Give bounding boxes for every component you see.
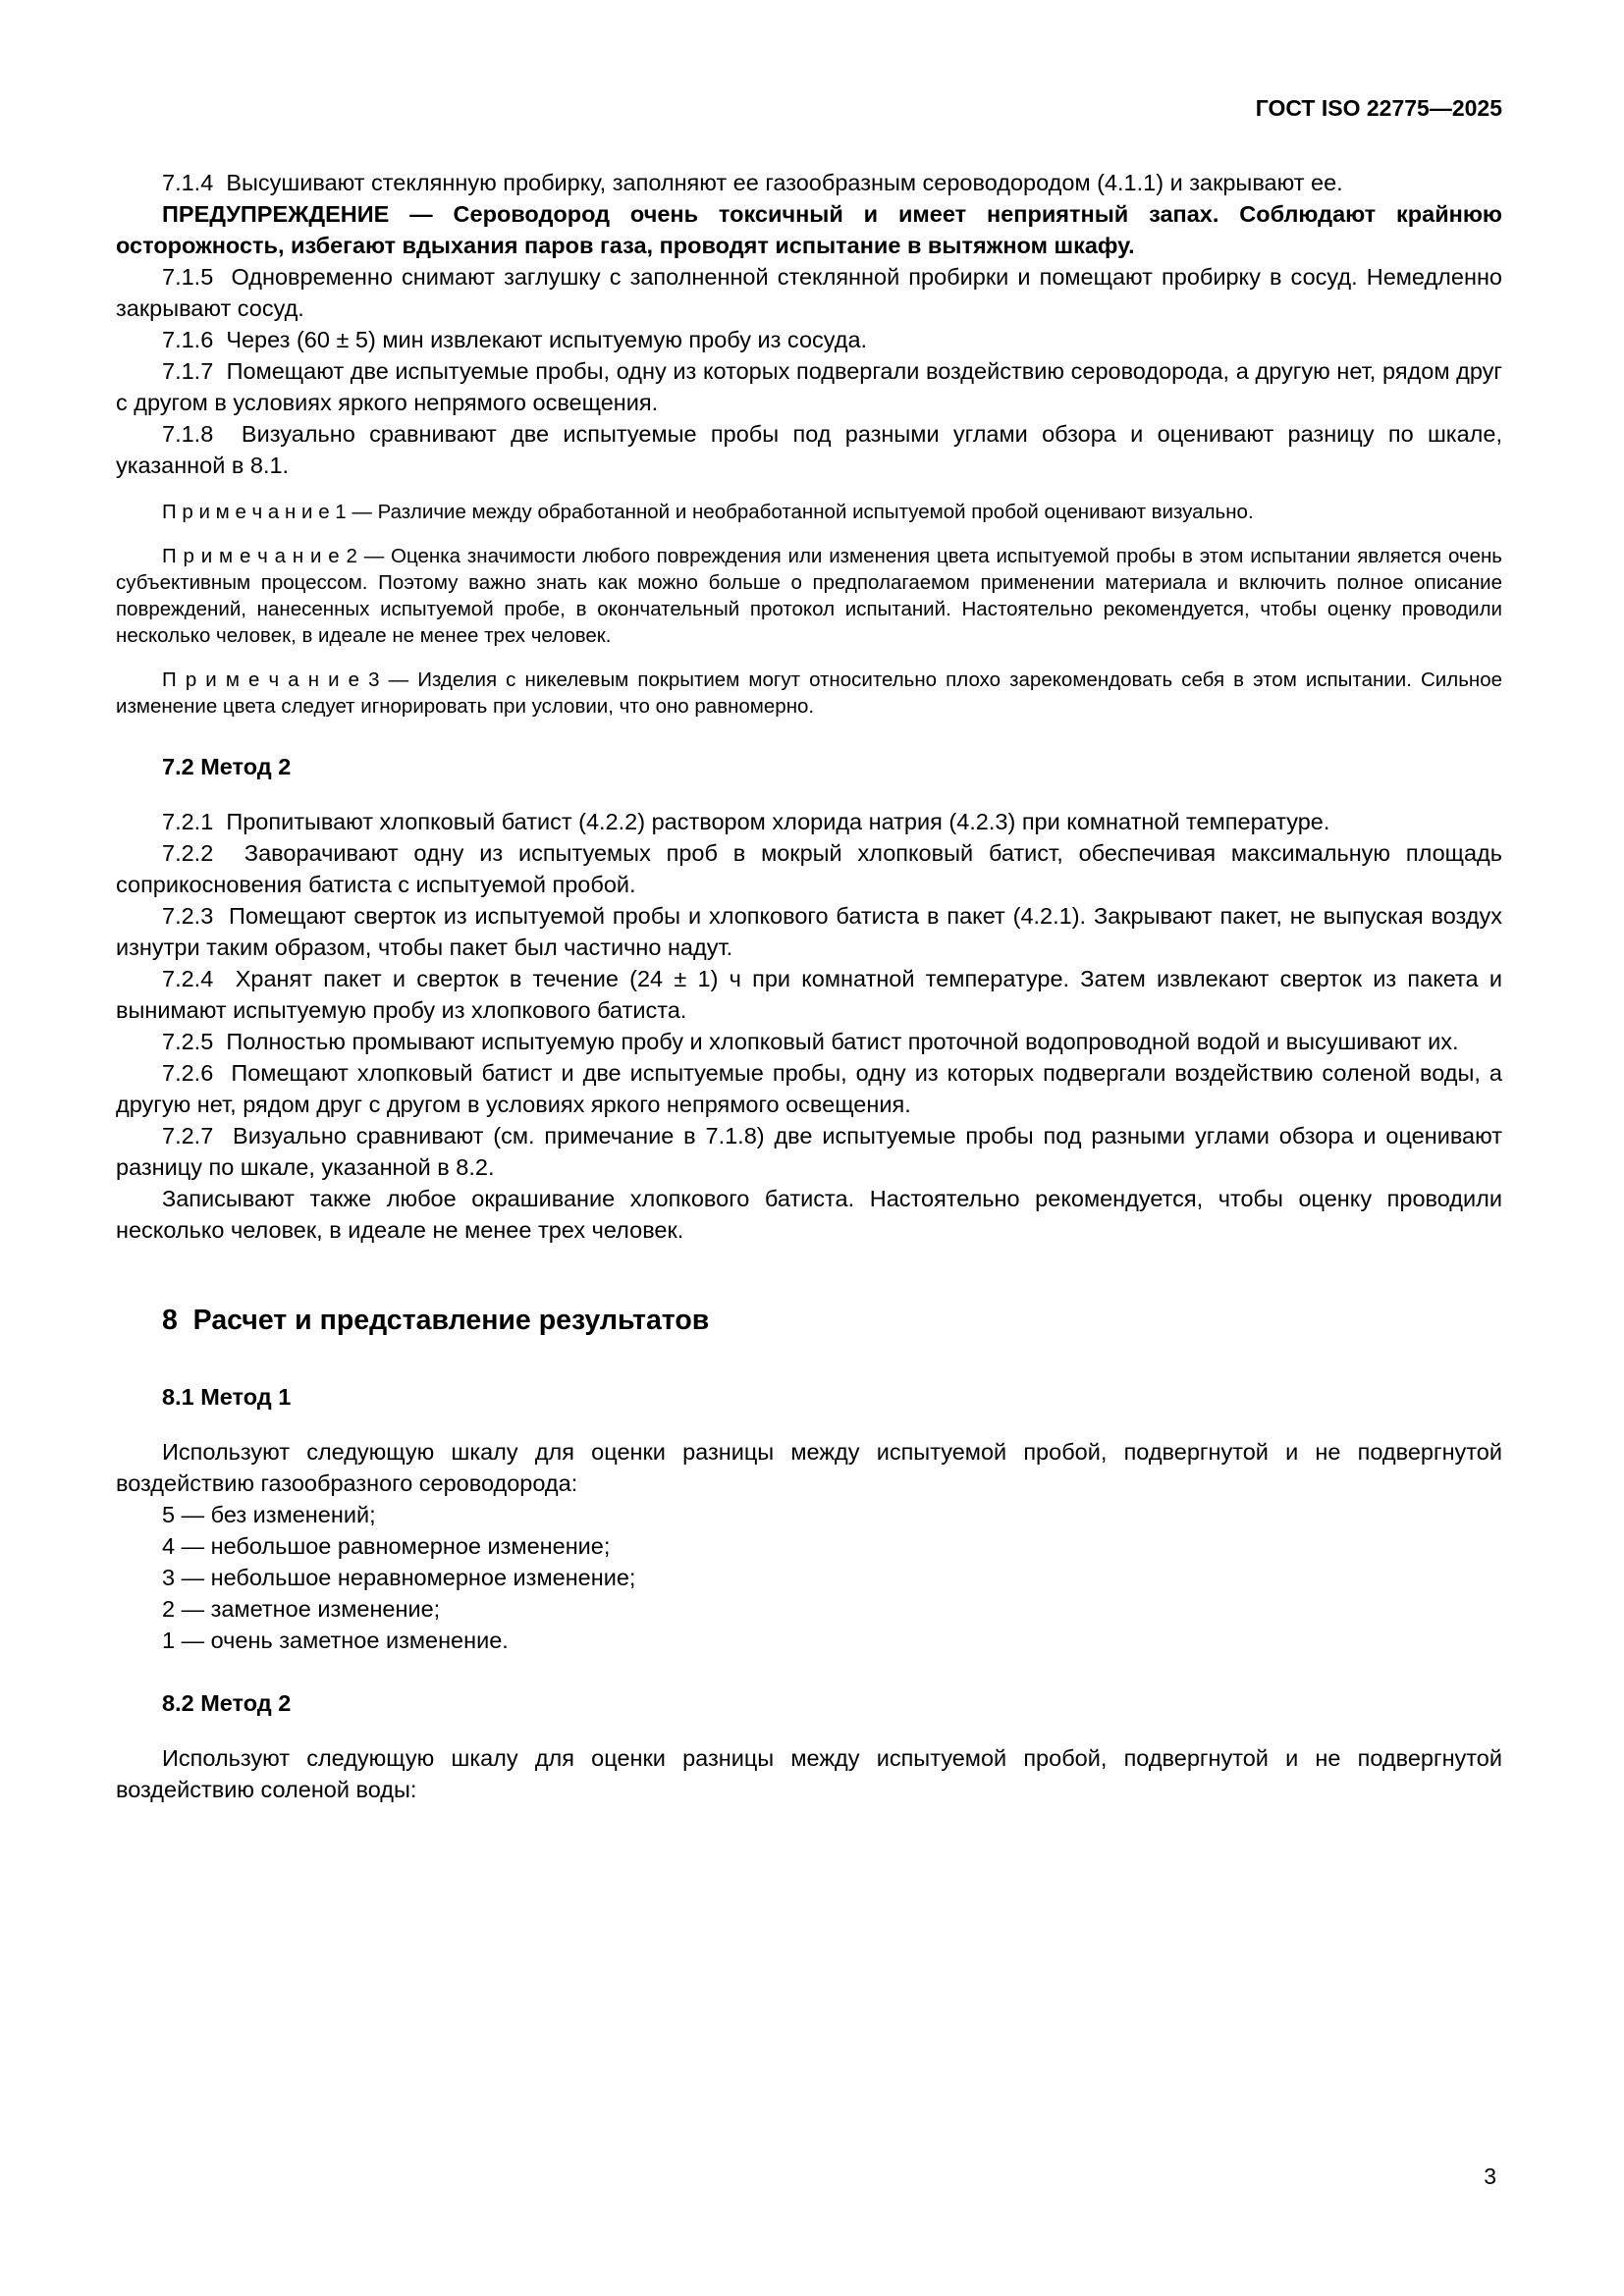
heading-8: 8 Расчет и представление результатов <box>162 1305 710 1336</box>
paragraph-8-1-intro: Используют следующую шкалу для оценки разницы между испытуемой пробой, подвергнутой и не подвергнутой воздействию газообразного сероводорода: <box>116 1439 1502 1496</box>
heading-8-1: 8.1 Метод 1 <box>162 1384 292 1410</box>
paragraph-record-staining: Записывают также любое окрашивание хлопкового батиста. Настоятельно рекомендуется, чтобы оценку проводили несколько человек, в идеале не менее трех человек. <box>116 1186 1502 1243</box>
note-2: П р и м е ч а н и е 2 — Оценка значимости любого повреждения или изменения цвета испытуемой пробы в этом испытании является очень субъективным процессом. Поэтому важно знать как можно больше о предполагаемом применении материала и включить полное описание повреждений, нанесенных испытуемой пробе, в окончательный протокол испытаний. Настоятельно рекомендуется, чтобы оценку проводили несколько человек, в идеале не менее трех человек. <box>116 545 1502 647</box>
clause-7-2-6: 7.2.6 Помещают хлопковый батист и две испытуемые пробы, одну из которых подвергали воздействию соленой воды, а другую нет, рядом друг с другом в условиях яркого непрямого освещения. <box>116 1060 1502 1117</box>
scale-item-2: 2 — заметное изменение; <box>162 1596 441 1622</box>
doc-code: ГОСТ ISO 22775—2025 <box>1255 95 1502 121</box>
clause-7-1-7: 7.1.7 Помещают две испытуемые пробы, одну из которых подвергали воздействию сероводорода, а другую нет, рядом друг с другом в условиях яркого непрямого освещения. <box>116 358 1502 415</box>
clause-7-2-7: 7.2.7 Визуально сравнивают (см. примечание в 7.1.8) две испытуемые пробы под разными углами обзора и оценивают разницу по шкале, указанной в 8.2. <box>116 1123 1502 1180</box>
clause-7-2-1: 7.2.1 Пропитывают хлопковый батист (4.2.2) раствором хлорида натрия (4.2.3) при комнатной температуре. <box>162 809 1330 834</box>
clause-7-2-2: 7.2.2 Заворачивают одну из испытуемых проб в мокрый хлопковый батист, обеспечивая максимальную площадь соприкосновения батиста с испытуемой пробой. <box>116 840 1502 897</box>
scale-item-5: 5 — без изменений; <box>162 1502 376 1527</box>
clause-7-2-5: 7.2.5 Полностью промывают испытуемую пробу и хлопковый батист проточной водопроводной водой и высушивают их. <box>162 1029 1459 1054</box>
scale-item-1: 1 — очень заметное изменение. <box>162 1628 509 1653</box>
heading-8-2: 8.2 Метод 2 <box>162 1690 292 1716</box>
clause-7-1-6: 7.1.6 Через (60 ± 5) мин извлекают испытуемую пробу из сосуда. <box>162 327 868 352</box>
page-number: 3 <box>1484 2163 1496 2189</box>
clause-7-2-4: 7.2.4 Хранят пакет и сверток в течение (24 ± 1) ч при комнатной температуре. Затем извлекают сверток из пакета и вынимают испытуемую пробу из хлопкового батиста. <box>116 966 1502 1023</box>
clause-7-2-3: 7.2.3 Помещают сверток из испытуемой пробы и хлопкового батиста в пакет (4.2.1). Закрывают пакет, не выпуская воздух изнутри таким образом, чтобы пакет был частично надут. <box>116 903 1502 960</box>
note-1: П р и м е ч а н и е 1 — Различие между обработанной и необработанной испытуемой пробой оценивают визуально. <box>162 501 1254 523</box>
warning-paragraph: ПРЕДУПРЕЖДЕНИЕ — Сероводород очень токсичный и имеет неприятный запах. Соблюдают крайнюю осторожность, избегают вдыхания паров газа, проводят испытание в вытяжном шкафу. <box>116 201 1502 258</box>
rating-scale-method-1 <box>116 1499 1502 1656</box>
document-header <box>116 94 1502 122</box>
clause-7-1-5: 7.1.5 Одновременно снимают заглушку с заполненной стеклянной пробирки и помещают пробирку в сосуд. Немедленно закрывают сосуд. <box>116 264 1502 321</box>
scale-item-4: 4 — небольшое равномерное изменение; <box>162 1533 611 1559</box>
clause-7-1-4: 7.1.4 Высушивают стеклянную пробирку, заполняют ее газообразным сероводородом (4.1.1) и закрывают ее. <box>162 170 1343 195</box>
heading-7-2: 7.2 Метод 2 <box>162 754 292 779</box>
document-body <box>116 167 1502 1805</box>
clause-7-1-8: 7.1.8 Визуально сравнивают две испытуемые пробы под разными углами обзора и оценивают разницу по шкале, указанной в 8.1. <box>116 421 1502 478</box>
note-3: П р и м е ч а н и е 3 — Изделия с никелевым покрытием могут относительно плохо зарекомендовать себя в этом испытании. Сильное изменение цвета следует игнорировать при условии, что оно равномерно. <box>116 668 1502 718</box>
paragraph-8-2-intro: Используют следующую шкалу для оценки разницы между испытуемой пробой, подвергнутой и не подвергнутой воздействию соленой воды: <box>116 1745 1502 1802</box>
scale-item-3: 3 — небольшое неравномерное изменение; <box>162 1565 636 1590</box>
